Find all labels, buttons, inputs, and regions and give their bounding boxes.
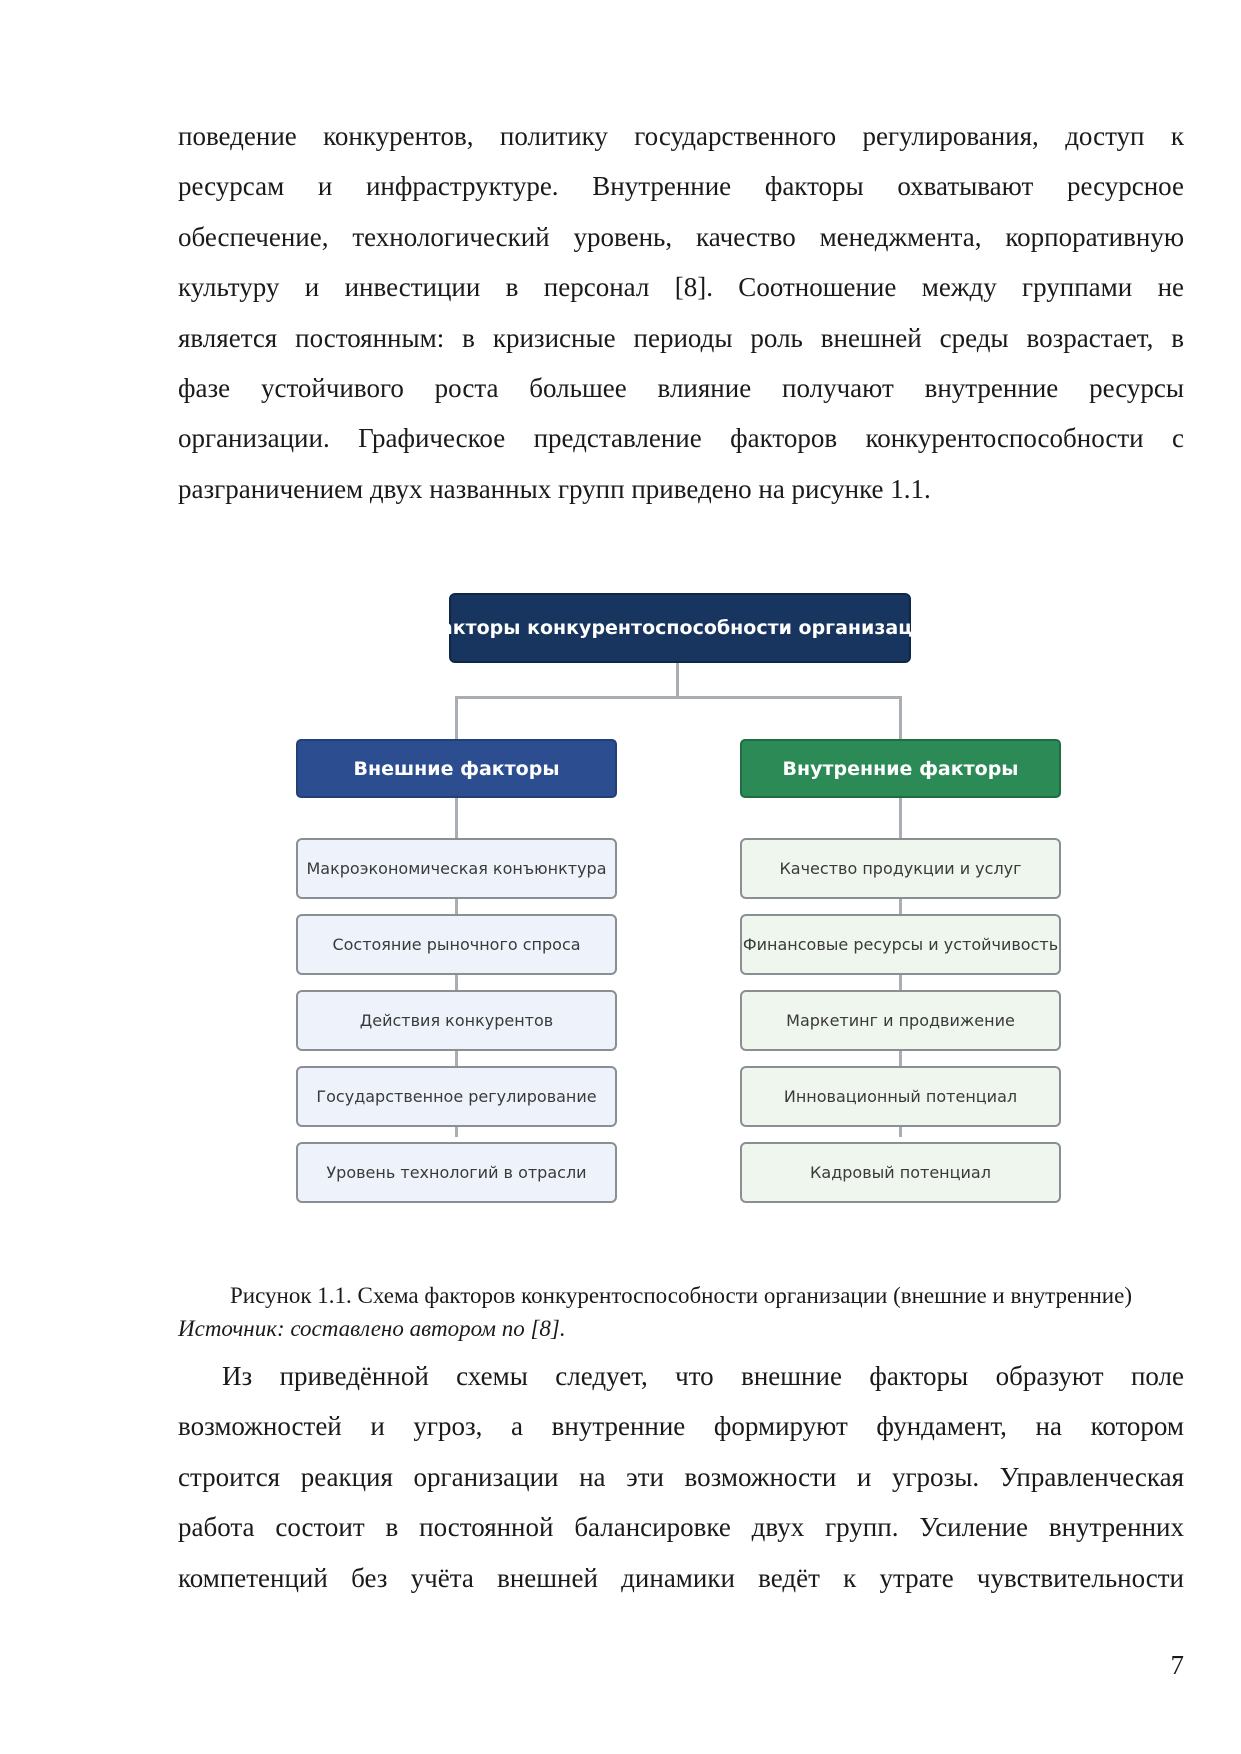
text-line: является постоянным: в кризисные периоды роль внешней среды возрастает, в: [178, 322, 1184, 353]
connector-ext-down: [455, 696, 458, 740]
text-line: работа состоит в постоянной балансировке двух групп. Усиление внутренних: [178, 1512, 1184, 1543]
external-factor-item: Уровень технологий в отрасли: [296, 1142, 617, 1203]
internal-factor-item: Маркетинг и продвижение: [740, 990, 1061, 1051]
text-line: обеспечение, технологический уровень, качество менеджмента, корпоративную: [178, 221, 1184, 252]
figure-source: Источник: составлено автором по [8].: [178, 1316, 566, 1341]
text-line: культуру и инвестиции в персонал [8]. Соотношение между группами не: [178, 272, 1184, 303]
text-line: фазе устойчивого роста большее влияние получают внутренние ресурсы: [178, 373, 1184, 404]
internal-factors-header: Внутренние факторы: [740, 739, 1061, 798]
internal-factor-item: Инновационный потенциал: [740, 1066, 1061, 1127]
connector-horizontal: [455, 696, 901, 699]
text-line: ресурсам и инфраструктуре. Внутренние факторы охватывают ресурсное: [178, 171, 1184, 202]
page-number: 7: [1170, 1650, 1184, 1680]
internal-factor-item: Кадровый потенциал: [740, 1142, 1061, 1203]
external-factor-item: Состояние рыночного спроса: [296, 914, 617, 975]
text-line: компетенций без учёта внешней динамики ведёт к утрате чувствительности: [178, 1562, 1184, 1593]
external-factor-item: Государственное регулирование: [296, 1066, 617, 1127]
internal-factor-item: Финансовые ресурсы и устойчивость: [740, 914, 1061, 975]
diagram-root-node: Факторы конкурентоспособности организации: [449, 593, 911, 663]
text-line: строится реакция организации на эти возможности и угрозы. Управленческая: [178, 1461, 1184, 1492]
external-factor-item: Действия конкурентов: [296, 990, 617, 1051]
body-paragraph-2: [178, 1351, 1184, 1603]
external-factors-header: Внешние факторы: [296, 739, 617, 798]
body-paragraph-1: [178, 111, 1184, 514]
connector-root-down: [676, 663, 679, 697]
external-factor-item: Макроэкономическая конъюнктура: [296, 838, 617, 899]
text-line: организации. Графическое представление факторов конкурентоспособности с: [178, 423, 1184, 454]
connector-int-down: [899, 696, 902, 740]
text-line: разграничением двух названных групп приведено на рисунке 1.1.: [178, 473, 931, 504]
text-line: Из приведённой схемы следует, что внешние факторы образуют поле: [222, 1361, 1184, 1391]
text-line: возможностей и угроз, а внутренние формируют фундамент, на котором: [178, 1411, 1184, 1442]
text-line: поведение конкурентов, политику государственного регулирования, доступ к: [178, 121, 1184, 151]
internal-factor-item: Качество продукции и услуг: [740, 838, 1061, 899]
figure-caption: Рисунок 1.1. Схема факторов конкурентоспособности организации (внешние и внутренние): [230, 1283, 1132, 1308]
